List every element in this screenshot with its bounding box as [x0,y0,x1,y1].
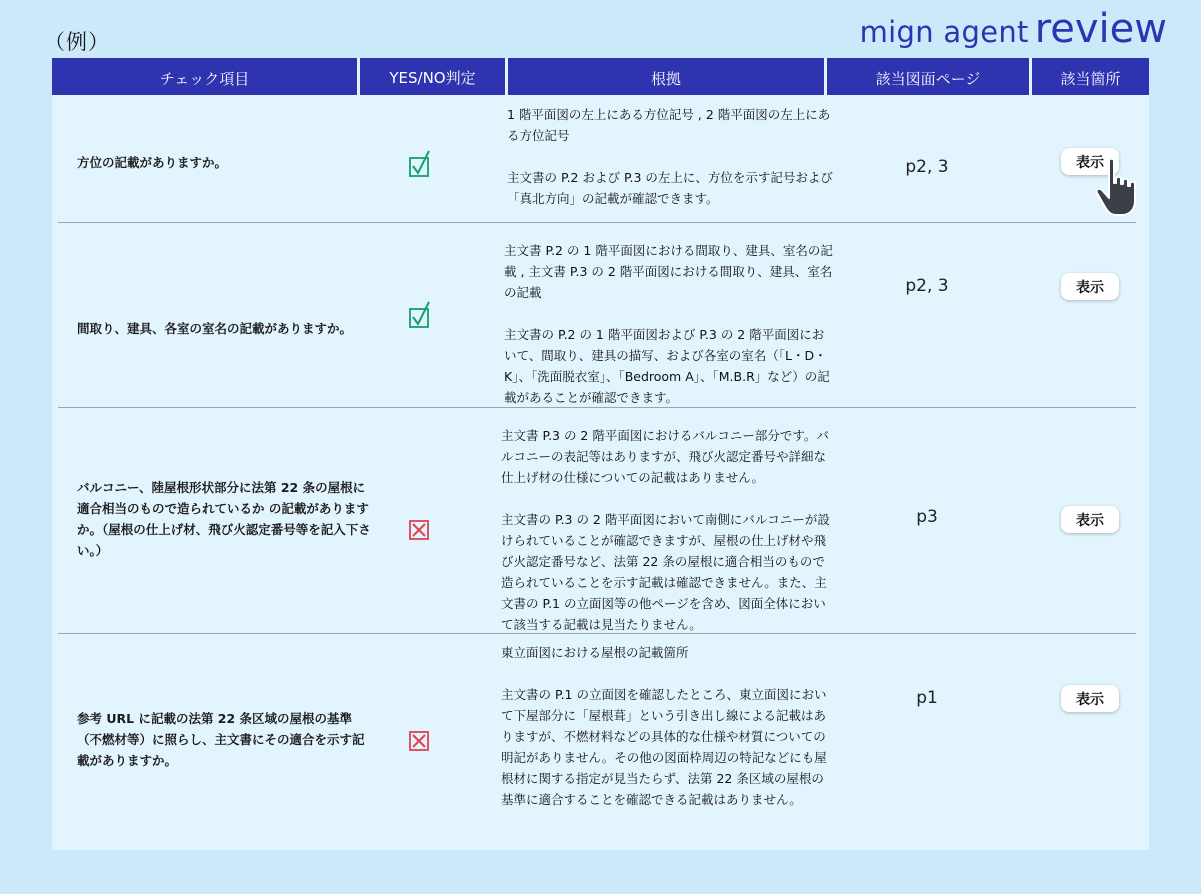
page-ref: p1 [916,688,938,708]
basis-text [504,240,834,408]
header-location: 該当箇所 [1032,58,1149,95]
page-ref: p3 [916,507,938,527]
basis-detail: 主文書の P.3 の 2 階平面図において南側にバルコニーが設けられていることが確認できますが、屋根の仕上げ材や飛び火認定番号など、法第 22 条の屋根に適合相当のもので造られていることを示す記載は確認できません。また、主文書の P.1 の立面図等の他ページを含め、図面全体において該当する記載は見当たりません。 [501,512,830,632]
header-pages: 該当図面ページ [827,58,1029,95]
brand-logo [860,6,1167,52]
check-box-icon [409,301,431,329]
table-row [52,634,1149,850]
check-question: バルコニー、陸屋根形状部分に法第 22 条の屋根に適合相当のもので造られているか の記載がありますか。（屋根の仕上げ材、飛び火認定番号等を記入下さい。） [77,480,371,558]
show-button[interactable]: 表示 [1061,148,1119,175]
table-row [52,408,1149,633]
check-question: 間取り、建具、各室の室名の記載がありますか。 [77,321,353,336]
x-box-icon [409,731,429,751]
example-label: （例） [44,30,110,54]
basis-detail: 主文書の P.2 および P.3 の左上に、方位を示す記号および「真北方向」の記載が確認できます。 [507,170,833,206]
header-basis: 根拠 [508,58,824,95]
basis-detail: 主文書の P.2 の 1 階平面図および P.3 の 2 階平面図において、間取り、建具の描写、および各室の室名（「L・D・K」、「洗面脱衣室」、「Bedroom A」、「M.B.R」など）の記載があることが確認できます。 [504,327,830,405]
hand-pointer-icon [1094,157,1140,219]
show-button[interactable]: 表示 [1061,685,1119,712]
basis-summary: 東立面図における屋根の記載箇所 [501,645,689,660]
show-button[interactable]: 表示 [1061,273,1119,300]
basis-text [507,104,837,209]
x-box-icon [409,520,429,540]
brand-name: mign agent [859,15,1029,49]
brand-review: review [1034,6,1167,52]
basis-summary: 1 階平面図の左上にある方位記号 , 2 階平面図の左上にある方位記号 [507,107,831,143]
table-header [52,58,1149,95]
page-ref: p2, 3 [905,276,949,296]
check-box-icon [409,150,431,178]
basis-text [501,616,831,810]
basis-summary: 主文書 P.2 の 1 階平面図における間取り、建具、室名の記載 , 主文書 P.3 の 2 階平面図における間取り、建具、室名の記載 [504,243,833,300]
show-button[interactable]: 表示 [1061,506,1119,533]
basis-text [501,425,831,635]
basis-summary: 主文書 P.3 の 2 階平面図におけるバルコニー部分です。バルコニーの表記等はありますが、飛び火認定番号や詳細な仕上げ材の仕様についての記載はありません。 [501,428,829,485]
basis-detail: 主文書の P.1 の立面図を確認したところ、東立面図において下屋部分に「屋根葺」という引き出し線による記載はありますが、不燃材料などの具体的な仕様や材質についての明記がありません。その他の図面枠周辺の特記などにも屋根材に関する指定が見当たらず、法第 22 条区域の屋根の基準に適合することを確認できる記載はありません。 [501,687,827,807]
table-row [52,223,1149,407]
check-question: 参考 URL に記載の法第 22 条区域の屋根の基準（不燃材等）に照らし、主文書にその適合を示す記載がありますか。 [77,711,365,768]
check-question: 方位の記載がありますか。 [77,155,228,170]
page-ref: p2, 3 [905,157,949,177]
table-row [52,95,1149,222]
review-table [52,58,1149,850]
header-check-item: チェック項目 [52,58,357,95]
header-judgement: YES/NO判定 [360,58,505,95]
